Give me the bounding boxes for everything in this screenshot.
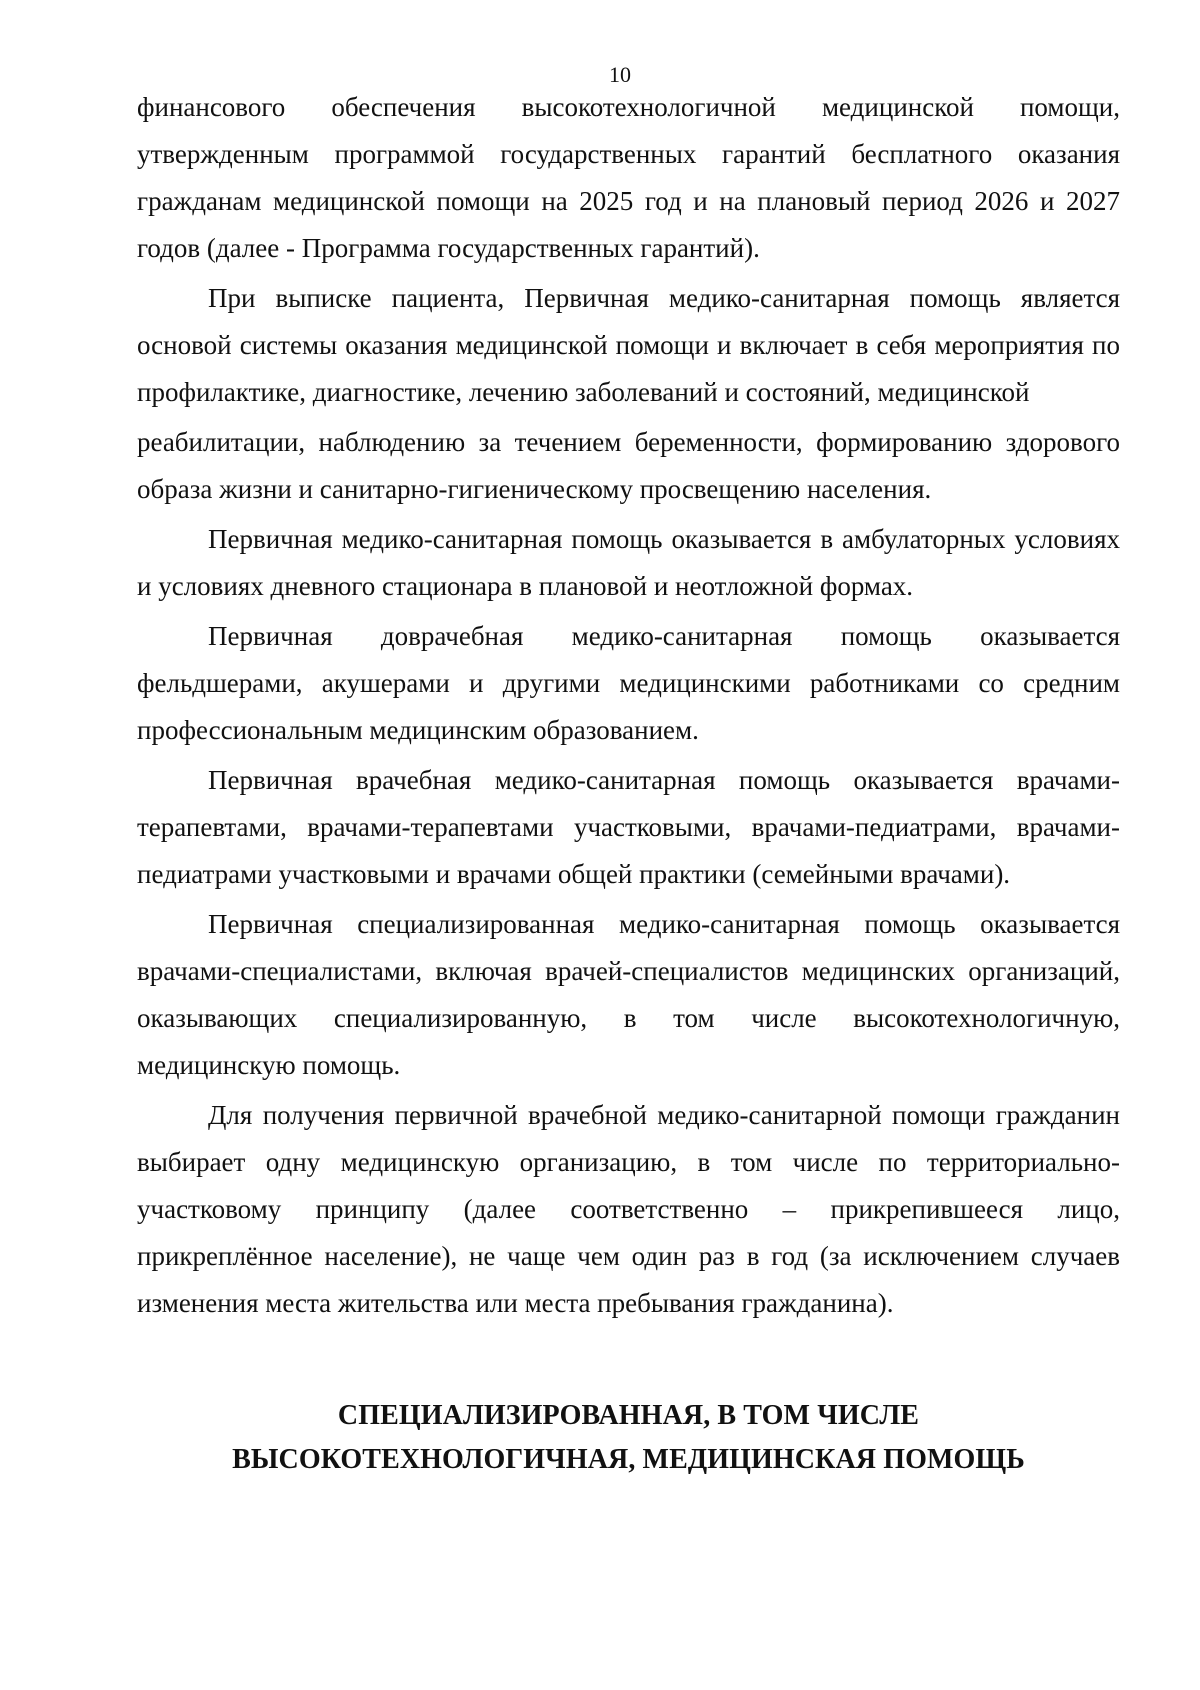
paragraph-rehabilitation: реабилитации, наблюдению за течением беременности, формированию здорового образа жизни и санитарно-гигиеническому просвещению населения.: [137, 427, 1120, 504]
section-title-line-1: СПЕЦИАЛИЗИРОВАННАЯ, В ТОМ ЧИСЛЕ: [337, 1400, 920, 1431]
paragraph-specialized-primary-care: Первичная специализированная медико-санитарная помощь оказывается врачами-специалистами, включая врачей-специалистов медицинских организаций, оказывающих специализированную, в том числе высокотехнологичную, медицинскую помощь.: [137, 909, 1120, 1080]
paragraph-continuation: финансового обеспечения высокотехнологичной медицинской помощи, утвержденным программой государственных гарантий бесплатного оказания гражданам медицинской помощи на 2025 год и на плановый период 2026 и 2027 годов (далее - Программа государственных гарантий).: [137, 92, 1120, 263]
paragraph-outpatient-conditions: Первичная медико-санитарная помощь оказывается в амбулаторных условиях и условиях дневного стационара в плановой и неотложной формах.: [137, 524, 1120, 601]
paragraph-physician-care: Первичная врачебная медико-санитарная помощь оказывается врачами-терапевтами, врачами-терапевтами участковыми, врачами-педиатрами, врачами-педиатрами участковыми и врачами общей практики (семейными врачами).: [137, 765, 1120, 889]
document-body: [137, 84, 1120, 1482]
section-title: [137, 1394, 1120, 1482]
paragraph-primary-care-basis: При выписке пациента, Первичная медико-санитарная помощь является основой системы оказания медицинской помощи и включает в себя мероприятия по профилактике, диагностике, лечению заболеваний и состояний, медицинской: [137, 283, 1120, 407]
paragraph-pre-physician-care: Первичная доврачебная медико-санитарная помощь оказывается фельдшерами, акушерами и другими медицинскими работниками со средним профессиональным медицинским образованием.: [137, 621, 1120, 745]
page-number: 10: [609, 62, 631, 87]
section-title-line-2: ВЫСОКОТЕХНОЛОГИЧНАЯ, МЕДИЦИНСКАЯ ПОМОЩЬ: [232, 1444, 1025, 1475]
paragraph-organization-choice: Для получения первичной врачебной медико-санитарной помощи гражданин выбирает одну медицинскую организацию, в том числе по территориально-участковому принципу (далее соответственно – прикрепившееся лицо, прикреплённое население), не чаще чем один раз в год (за исключением случаев изменения места жительства или места пребывания гражданина).: [137, 1100, 1120, 1318]
